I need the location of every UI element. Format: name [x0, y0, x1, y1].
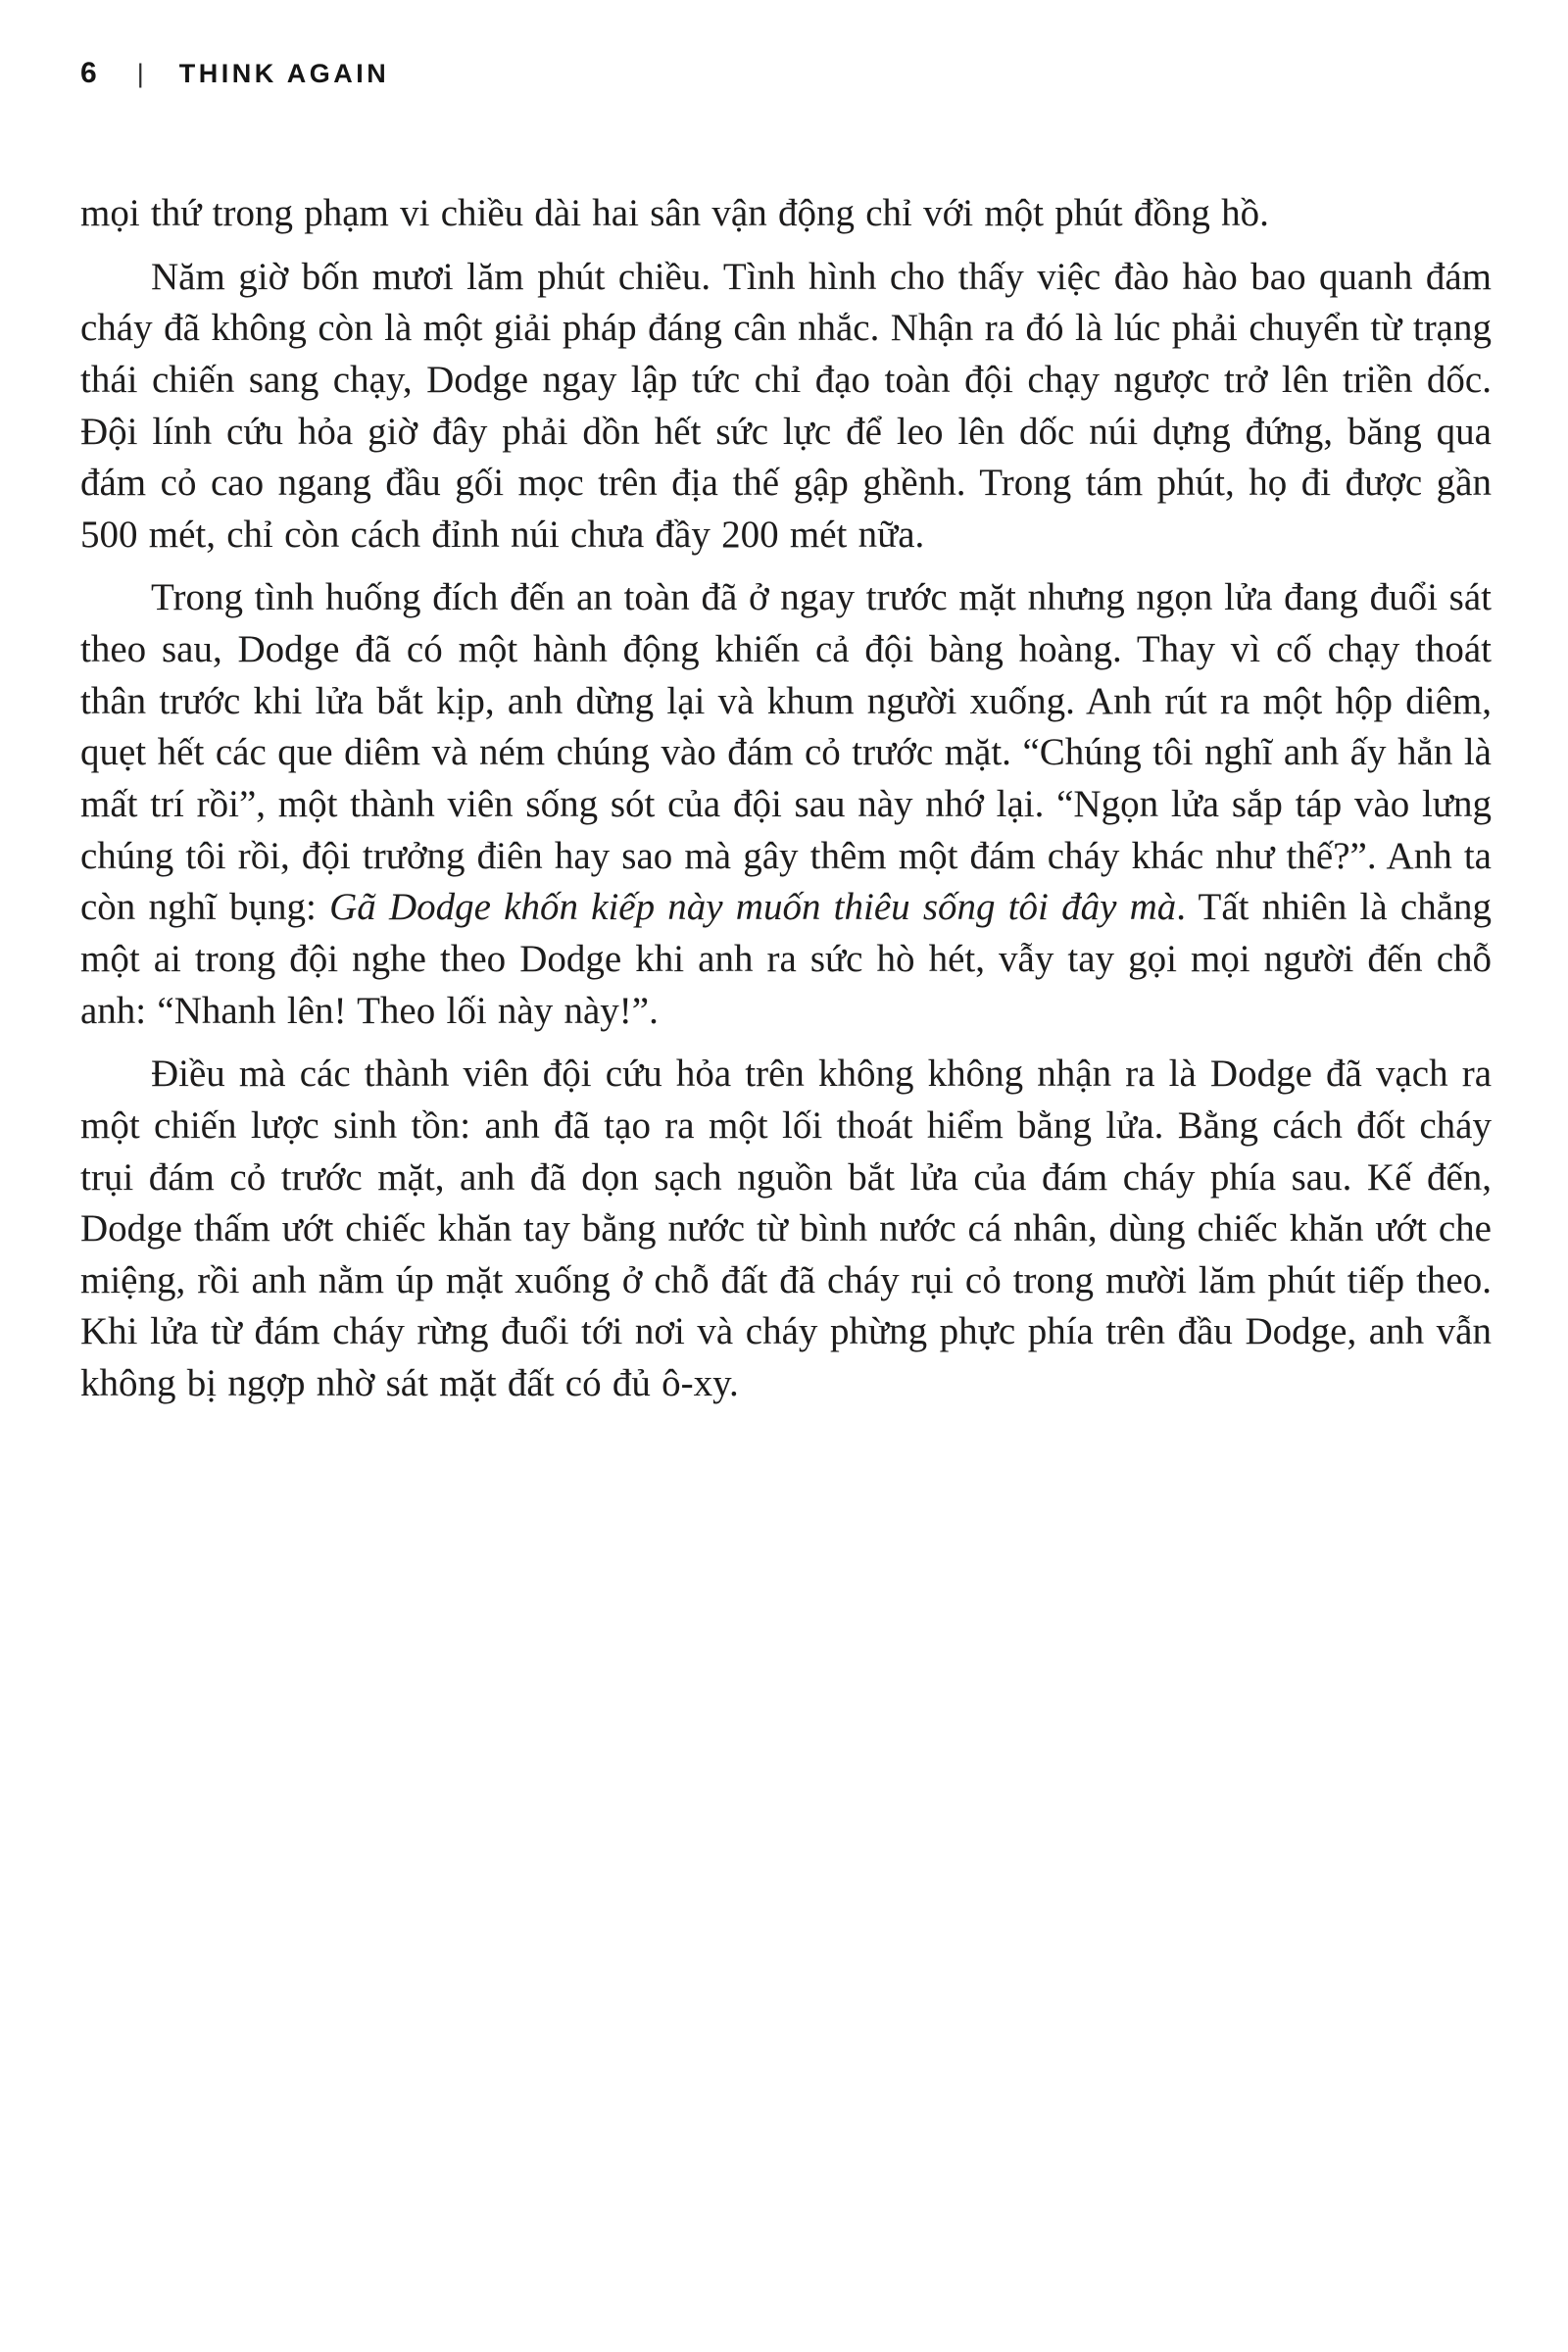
text-segment: . Tất nhiên là chẳng một ai trong đội nghe theo Dodge khi anh ra sức hò hét, vẫy tay gọi mọi người đến chỗ anh: “Nhanh lên! Theo lối này này!”.	[80, 886, 1493, 1032]
paragraph	[80, 1049, 1492, 1409]
italic-text-segment: Gã Dodge khốn kiếp này muốn thiêu sống tôi đây mà	[329, 886, 1177, 929]
text-segment: Năm giờ bốn mươi lăm phút chiều. Tình hình cho thấy việc đào hào bao quanh đám cháy đã không còn là một giải pháp đáng cân nhắc. Nhận ra đó là lúc phải chuyển từ trạng thái chiến sang chạy, Dodge ngay lập tức chỉ đạo toàn đội chạy ngược trở lên triền dốc. Đội lính cứu hỏa giờ đây phải dồn hết sức lực để leo lên dốc núi dựng đứng, băng qua đám cỏ cao ngang đầu gối mọc trên địa thế gập ghềnh. Trong tám phút, họ đi được gần 500 mét, chỉ còn cách đỉnh núi chưa đầy 200 mét nữa.	[80, 255, 1492, 556]
header-separator: |	[136, 59, 144, 88]
page-header	[80, 51, 1492, 90]
book-title: THINK AGAIN	[178, 59, 390, 88]
page-number: 6	[80, 57, 98, 89]
paragraph	[80, 572, 1492, 1037]
text-segment: Trong tình huống đích đến an toàn đã ở ngay trước mặt nhưng ngọn lửa đang đuổi sát theo sau, Dodge đã có một hành động khiến cả đội bàng hoàng. Thay vì cố chạy thoát thân trước khi lửa bắt kịp, anh dừng lại và khum người xuống. Anh rút ra một hộp diêm, quẹt hết các que diêm và ném chúng vào đám cỏ trước mặt. “Chúng tôi nghĩ anh ấy hẳn là mất trí rồi”, một thành viên sống sót của đội sau này nhớ lại. “Ngọn lửa sắp táp vào lưng chúng tôi rồi, đội trưởng điên hay sao mà gây thêm một đám cháy khác như thế?”. Anh ta còn nghĩ bụng:	[80, 576, 1492, 929]
paragraph	[80, 188, 1492, 240]
text-segment: Điều mà các thành viên đội cứu hỏa trên không không nhận ra là Dodge đã vạch ra một chiến lược sinh tồn: anh đã tạo ra một lối thoát hiểm bằng lửa. Bằng cách đốt cháy trụi đám cỏ trước mặt, anh đã dọn sạch nguồn bắt lửa của đám cháy phía sau. Kế đến, Dodge thấm ướt chiếc khăn tay bằng nước từ bình nước cá nhân, dùng chiếc khăn ướt che miệng, rồi anh nằm úp mặt xuống ở chỗ đất đã cháy rụi cỏ trong mười lăm phút tiếp theo. Khi lửa từ đám cháy rừng đuổi tới nơi và cháy phừng phực phía trên đầu Dodge, anh vẫn không bị ngợp nhờ sát mặt đất có đủ ô-xy.	[80, 1053, 1492, 1405]
page-body	[80, 188, 1492, 1410]
paragraph	[80, 252, 1492, 562]
text-segment: mọi thứ trong phạm vi chiều dài hai sân vận động chỉ với một phút đồng hồ.	[80, 192, 1269, 234]
